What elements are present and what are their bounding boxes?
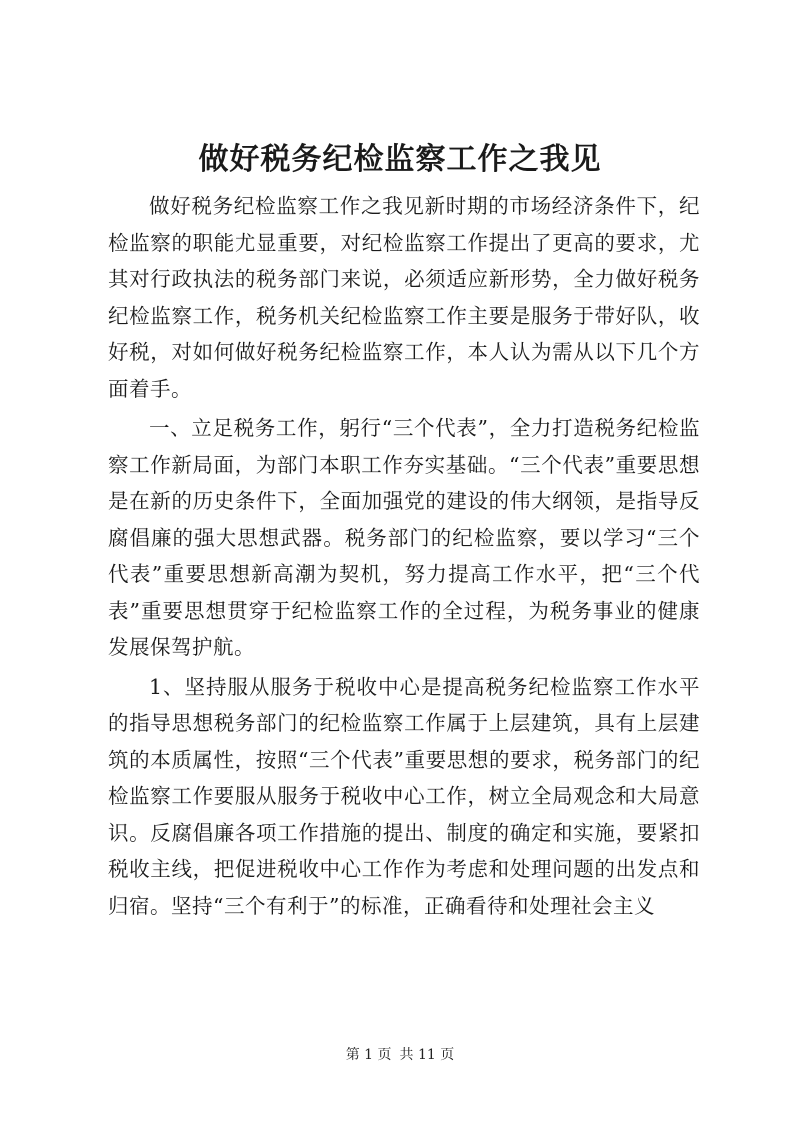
paragraph-intro: 做好税务纪检监察工作之我见新时期的市场经济条件下，纪检监察的职能尤显重要，对纪检监察工作提出了更高的要求，尤其对行政执法的税务部门来说，必须适应新形势，全力做好税务纪检监察工作，税务机关纪检监察工作主要是服务于带好队，收好税，对如何做好税务纪检监察工作，本人认为需从以下几个方面着手。 bbox=[108, 194, 700, 401]
total-pages: 共 11 页 bbox=[399, 1047, 455, 1063]
page-footer bbox=[0, 1045, 800, 1065]
paragraph-section-1: 一、立足税务工作，躬行“三个代表”，全力打造税务纪检监察工作新局面，为部门本职工作夯实基础。“三个代表”重要思想是在新的历史条件下，全面加强党的建设的伟大纲领，是指导反腐倡廉的强大思想武器。税务部门的纪检监察，要以学习“三个代表”重要思想新高潮为契机，努力提高工作水平，把“三个代表”重要思想贯穿于纪检监察工作的全过程，为税务事业的健康发展保驾护航。 bbox=[108, 416, 700, 659]
page-number: 第 1 页 bbox=[345, 1047, 392, 1063]
document-title: 做好税务纪检监察工作之我见 bbox=[198, 142, 602, 177]
document-body bbox=[108, 188, 700, 924]
paragraph-item-1: 1、坚持服从服务于税收中心是提高税务纪检监察工作水平的指导思想税务部门的纪检监察工作属于上层建筑，具有上层建筑的本质属性，按照“三个代表”重要思想的要求，税务部门的纪检监察工作要服从服务于税收中心工作，树立全局观念和大局意识。反腐倡廉各项工作措施的提出、制度的确定和实施，要紧扣税收主线，把促进税收中心工作作为考虑和处理问题的出发点和归宿。坚持“三个有利于”的标准，正确看待和处理社会主义 bbox=[108, 674, 700, 918]
